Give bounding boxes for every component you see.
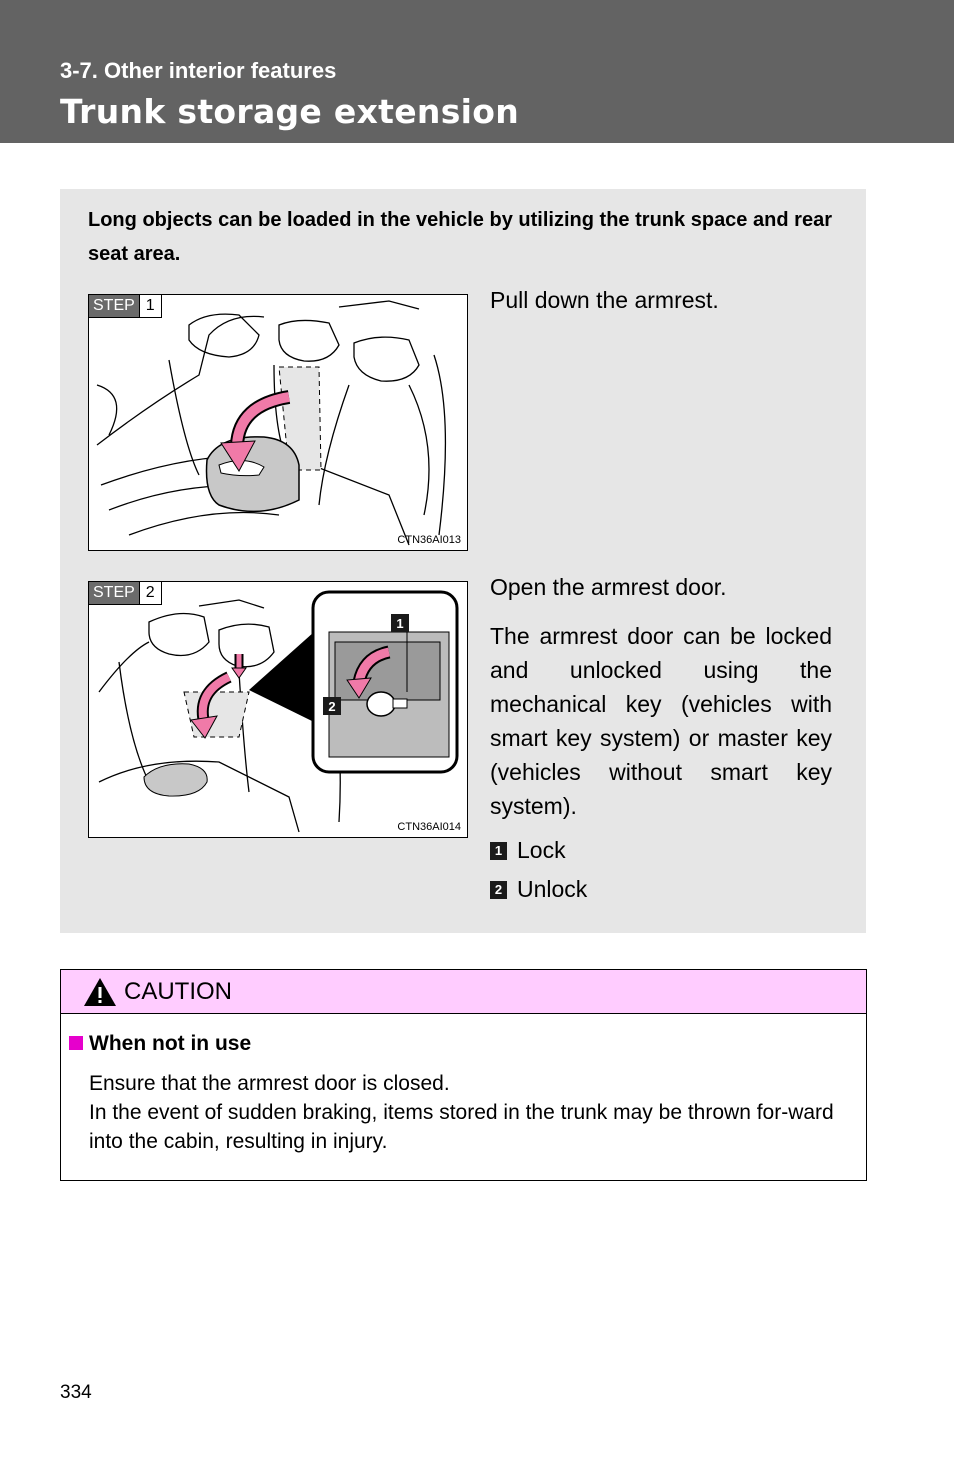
number-marker: 1 [490,842,507,860]
svg-text:2: 2 [328,699,336,714]
page-number: 334 [60,1382,92,1403]
figure-code: CTN36AI013 [397,534,461,546]
legend-lock [490,837,566,864]
step2-title: Open the armrest door. [490,574,727,600]
caution-line: In the event of sudden braking, items stored in the trunk may be thrown for-ward into the cabin, resulting in injury. [89,1101,834,1153]
svg-text:1: 1 [396,616,404,631]
caution-subheading: When not in use [89,1032,252,1055]
section-label: 3-7. Other interior features [60,58,337,83]
caution-body [89,1069,859,1156]
legend-unlock [490,876,587,903]
figure-code: CTN36AI014 [397,821,461,833]
warning-icon [83,977,117,1007]
step-word: STEP [89,295,139,317]
bullet-square [69,1036,83,1050]
step-number: 2 [139,582,161,604]
caution-box [60,969,867,1181]
step1-figure [88,294,468,551]
step2-badge [89,582,162,605]
number-marker: 2 [490,881,507,899]
page-header [0,0,954,143]
instruction-box [60,189,866,933]
caution-header [61,970,866,1014]
step2-text: The armrest door can be locked and unlocked using the mechanical key (vehicles with smart key system) or master key (vehicles without smart key system). [490,623,832,819]
legend-label: Lock [517,837,566,863]
intro-text: Long objects can be loaded in the vehicle by utilizing the trunk space and rear seat area. [88,209,832,265]
page-title: Trunk storage extension [60,92,520,131]
step2-figure [88,581,468,838]
armrest-door-illustration [89,582,468,838]
rear-seat-illustration [89,295,468,551]
step1-badge [89,295,162,318]
step-number: 1 [139,295,161,317]
caution-line: Ensure that the armrest door is closed. [89,1072,450,1095]
caution-title: CAUTION [124,978,232,1005]
step1-text: Pull down the armrest. [490,287,719,313]
step-word: STEP [89,582,139,604]
legend-label: Unlock [517,876,588,902]
